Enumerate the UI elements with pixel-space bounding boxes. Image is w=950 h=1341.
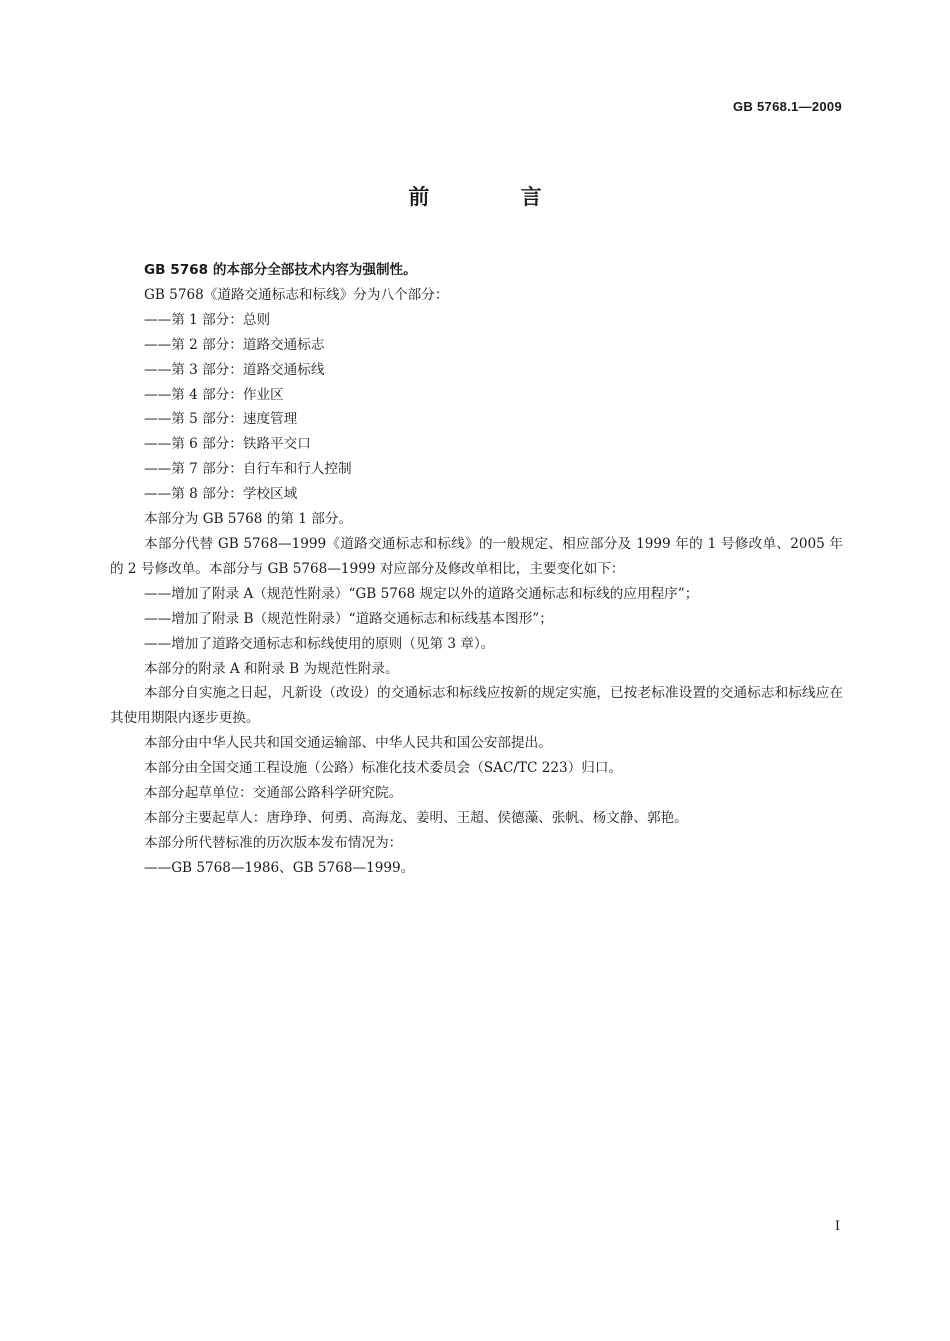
- list-item-part-4: ——第 4 部分：作业区: [144, 386, 284, 403]
- page-number: I: [834, 1219, 840, 1234]
- paragraph-drafting-unit: 本部分起草单位：交通部公路科学研究院。: [144, 785, 403, 802]
- list-item-change-appendix-b: ——增加了附录 B（规范性附录）“道路交通标志和标线基本图形”；: [144, 610, 553, 627]
- paragraph-history-intro: 本部分所代替标准的历次版本发布情况为：: [144, 834, 403, 851]
- list-item-part-1: ——第 1 部分：总则: [144, 311, 271, 328]
- paragraph-this-part: 本部分为 GB 5768 的第 1 部分。: [144, 511, 353, 528]
- list-item-part-5: ——第 5 部分：速度管理: [144, 411, 298, 428]
- paragraph-mandatory-statement: GB 5768 的本部分全部技术内容为强制性。: [144, 262, 417, 278]
- list-item-part-8: ——第 8 部分：学校区域: [144, 486, 298, 503]
- paragraph-proposed-by: 本部分由中华人民共和国交通运输部、中华人民共和国公安部提出。: [144, 735, 552, 752]
- list-item-part-3: ——第 3 部分：道路交通标线: [144, 361, 325, 378]
- standard-code: GB 5768.1—2009: [733, 99, 842, 114]
- list-item-part-6: ——第 6 部分：铁路平交口: [144, 436, 311, 453]
- paragraph-replaces: 本部分代替 GB 5768—1999《道路交通标志和标线》的一般规定、相应部分及 1999 年的 1 号修改单、2005 年的 2 号修改单。本部分与 GB 5768—1999 对应部分及修改单相比，主要变化如下：: [110, 535, 843, 577]
- paragraph-implementation: 本部分自实施之日起，凡新设（改设）的交通标志和标线应按新的规定实施，已按老标准设置的交通标志和标线应在其使用期限内逐步更换。: [110, 685, 843, 727]
- paragraph-parts-intro: GB 5768《道路交通标志和标线》分为八个部分：: [144, 286, 449, 303]
- list-item-change-appendix-a: ——增加了附录 A（规范性附录）“GB 5768 规定以外的道路交通标志和标线的应用程序”；: [144, 585, 699, 602]
- page-title: 前 言: [408, 185, 584, 209]
- list-item-history-versions: ——GB 5768—1986、GB 5768—1999。: [144, 859, 415, 876]
- foreword-body: [110, 258, 843, 881]
- list-item-part-2: ——第 2 部分：道路交通标志: [144, 336, 325, 353]
- paragraph-drafters: 本部分主要起草人：唐琤琤、何勇、高海龙、姜明、王超、侯德藻、张帆、杨文静、郭艳。: [144, 809, 688, 826]
- paragraph-centralized-by: 本部分由全国交通工程设施（公路）标准化技术委员会（SAC/TC 223）归口。: [144, 760, 623, 777]
- list-item-change-principles: ——增加了道路交通标志和标线使用的原则（见第 3 章）。: [144, 635, 495, 652]
- paragraph-appendices: 本部分的附录 A 和附录 B 为规范性附录。: [144, 660, 399, 677]
- list-item-part-7: ——第 7 部分：自行车和行人控制: [144, 461, 352, 478]
